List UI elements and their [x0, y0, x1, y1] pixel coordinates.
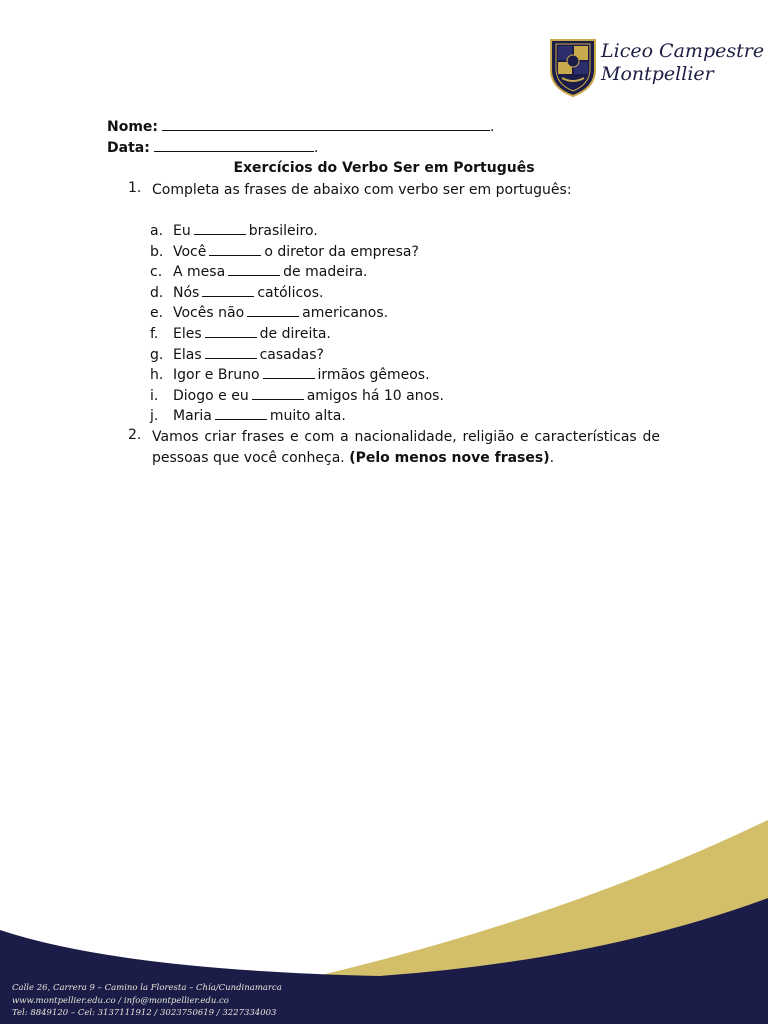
item-after: de madeira. — [283, 264, 368, 281]
item-after: casadas? — [259, 346, 324, 363]
date-field: Data: . — [107, 140, 319, 156]
item-after: o diretor da empresa? — [264, 243, 419, 260]
item-sentence — [173, 406, 346, 426]
item-sentence — [173, 262, 368, 282]
crest-icon — [548, 36, 598, 98]
answer-blank[interactable] — [194, 222, 246, 235]
question-2-text-block — [152, 427, 660, 469]
date-blank-line[interactable] — [154, 139, 314, 152]
worksheet-title: Exercícios do Verbo Ser em Português — [233, 160, 535, 176]
item-sentence — [173, 283, 323, 303]
item-before: Elas — [173, 346, 202, 363]
answer-blank[interactable] — [205, 346, 257, 359]
name-label: Nome: — [107, 119, 159, 135]
footer-address: Calle 26, Carrera 9 – Camino la Floresta – Chía/Cundinamarca — [12, 983, 282, 993]
item-letter: j. — [150, 408, 159, 425]
school-name-line2: Montpellier — [601, 63, 714, 85]
answer-blank[interactable] — [215, 407, 267, 420]
item-before: Diogo e eu — [173, 387, 249, 404]
name-field: Nome: . — [107, 119, 495, 135]
item-before: Eles — [173, 325, 202, 342]
item-after: muito alta. — [269, 408, 346, 425]
item-letter: b. — [150, 243, 164, 260]
name-blank-line[interactable] — [162, 118, 490, 131]
item-before: Vocês não — [173, 305, 245, 322]
item-letter: d. — [150, 284, 164, 301]
answer-blank[interactable] — [209, 243, 261, 256]
school-name — [601, 40, 764, 86]
footer-phone: Tel: 8849120 – Cel: 3137111912 / 3023750619 / 3227334003 — [12, 1008, 277, 1018]
item-after: irmãos gêmeos. — [317, 367, 430, 384]
answer-blank[interactable] — [205, 325, 257, 338]
question-2-bold: (Pelo menos nove frases) — [349, 450, 550, 466]
answer-blank[interactable] — [263, 366, 315, 379]
item-after: de direita. — [259, 325, 331, 342]
answer-blank[interactable] — [202, 284, 254, 297]
item-sentence — [173, 386, 444, 406]
answer-blank[interactable] — [228, 263, 280, 276]
item-sentence — [173, 324, 331, 344]
footer-web: www.montpellier.edu.co / info@montpellier.edu.co — [12, 995, 229, 1006]
item-after: amigos há 10 anos. — [306, 387, 444, 404]
question-2-number: 2. — [128, 427, 142, 443]
item-before: Igor e Bruno — [173, 367, 260, 384]
item-letter: c. — [150, 264, 163, 281]
question-1-text: Completa as frases de abaixo com verbo ser em português: — [152, 182, 572, 198]
item-sentence — [173, 242, 419, 262]
item-letter: a. — [150, 223, 164, 239]
item-before: Nós — [173, 284, 200, 301]
item-after: brasileiro. — [248, 223, 318, 239]
footer-contact — [12, 982, 282, 1020]
answer-blank[interactable] — [247, 304, 299, 317]
item-before: Você — [173, 243, 207, 260]
school-logo — [548, 36, 765, 100]
item-after: americanos. — [302, 305, 389, 322]
item-letter: f. — [150, 325, 159, 342]
school-name-line1: Liceo Campestre — [601, 40, 765, 62]
item-before: Maria — [173, 408, 212, 425]
item-sentence — [173, 345, 324, 365]
date-label: Data: — [107, 140, 150, 156]
item-sentence — [173, 221, 318, 241]
item-letter: e. — [150, 305, 164, 322]
question-1-number: 1. — [128, 180, 142, 196]
item-after: católicos. — [257, 284, 324, 301]
item-sentence — [173, 303, 388, 323]
item-letter: i. — [150, 387, 159, 404]
question-2-text: Vamos criar frases e com a nacionalidade, religião e características de pessoas que você conheça. — [152, 429, 660, 466]
item-letter: g. — [150, 346, 164, 363]
item-letter: h. — [150, 367, 164, 384]
answer-blank[interactable] — [252, 387, 304, 400]
item-sentence — [173, 365, 430, 385]
question-2-end: . — [549, 450, 555, 466]
item-before: Eu — [173, 223, 191, 239]
item-before: A mesa — [173, 264, 226, 281]
